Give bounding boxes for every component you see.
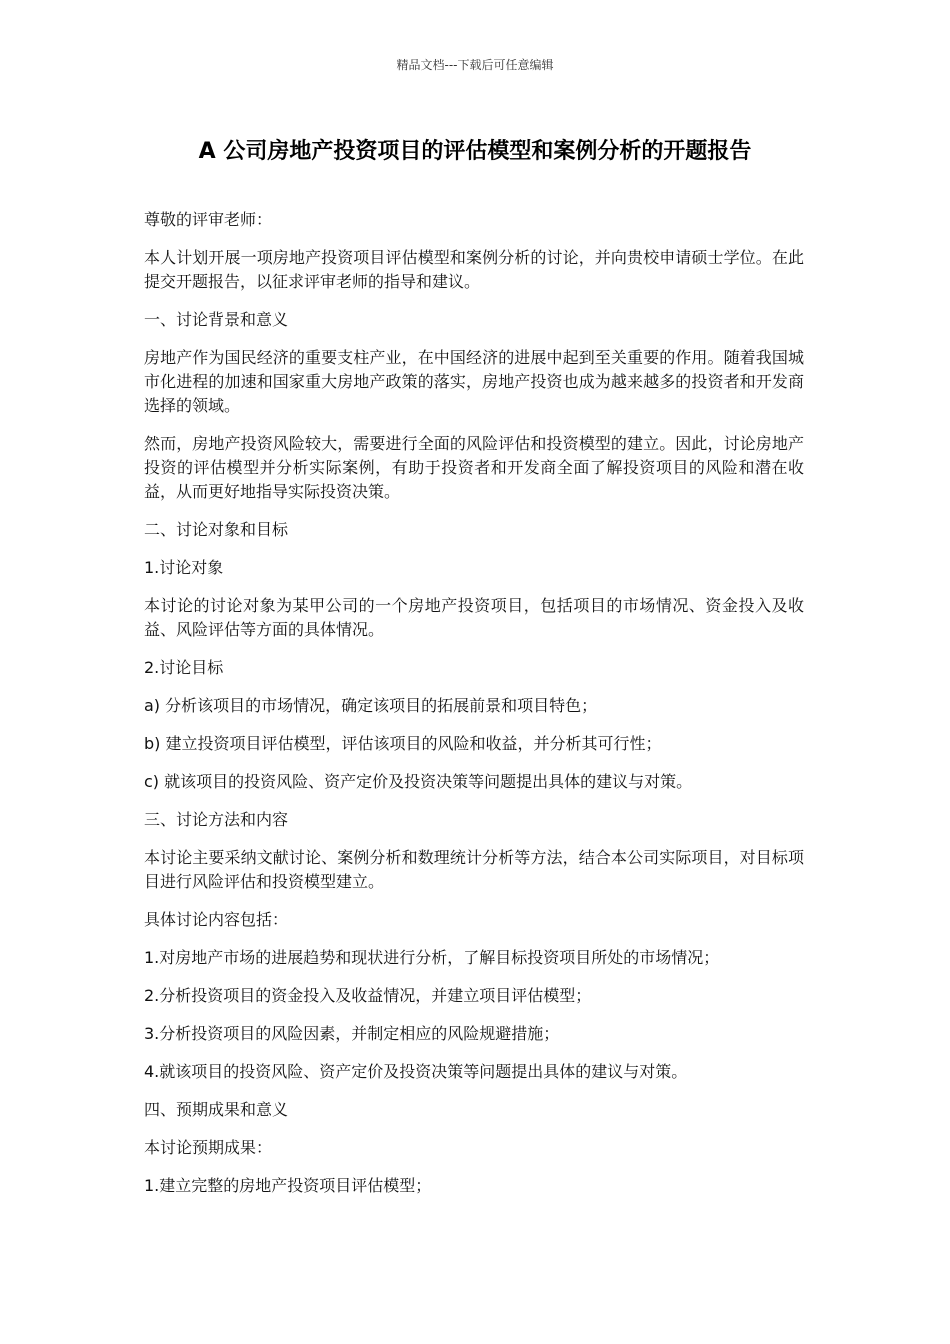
salutation: 尊敬的评审老师： — [144, 210, 273, 229]
object-paragraph: 本讨论的讨论对象为某甲公司的一个房地产投资项目，包括项目的市场情况、资金投入及收益、风险评估等方面的具体情况。 — [144, 596, 804, 639]
background-paragraph-2: 然而，房地产投资风险较大，需要进行全面的风险评估和投资模型的建立。因此，讨论房地产投资的评估模型并分析实际案例，有助于投资者和开发商全面了解投资项目的风险和潜在收益，从而更好地指导实际投资决策。 — [144, 434, 804, 501]
content-item-1: 1.对房地产市场的进展趋势和现状进行分析，了解目标投资项目所处的市场情况； — [144, 948, 720, 967]
subheading-object: 1.讨论对象 — [144, 558, 224, 577]
section-heading-background: 一、讨论背景和意义 — [144, 310, 289, 329]
content-item-3: 3.分析投资项目的风险因素，并制定相应的风险规避措施； — [144, 1024, 560, 1043]
outcomes-intro: 本讨论预期成果： — [144, 1138, 273, 1157]
content-item-4: 4.就该项目的投资风险、资产定价及投资决策等问题提出具体的建议与对策。 — [144, 1062, 688, 1081]
header-note: 精品文档---下载后可任意编辑 — [396, 58, 554, 72]
intro-paragraph: 本人计划开展一项房地产投资项目评估模型和案例分析的讨论，并向贵校申请硕士学位。在此提交开题报告，以征求评审老师的指导和建议。 — [144, 248, 804, 291]
content-intro: 具体讨论内容包括： — [144, 910, 289, 929]
goal-item-c: c) 就该项目的投资风险、资产定价及投资决策等问题提出具体的建议与对策。 — [144, 772, 693, 791]
background-paragraph-1: 房地产作为国民经济的重要支柱产业，在中国经济的进展中起到至关重要的作用。随着我国城市化进程的加速和国家重大房地产政策的落实，房地产投资也成为越来越多的投资者和开发商选择的领域。 — [144, 348, 804, 415]
goal-item-b: b) 建立投资项目评估模型，评估该项目的风险和收益，并分析其可行性； — [144, 734, 662, 753]
document-body — [144, 208, 804, 1212]
section-heading-outcomes: 四、预期成果和意义 — [144, 1100, 289, 1119]
section-heading-methods: 三、讨论方法和内容 — [144, 810, 289, 829]
methods-paragraph: 本讨论主要采纳文献讨论、案例分析和数理统计分析等方法，结合本公司实际项目，对目标项目进行风险评估和投资模型建立。 — [144, 848, 804, 891]
content-item-2: 2.分析投资项目的资金投入及收益情况，并建立项目评估模型； — [144, 986, 592, 1005]
section-heading-objects: 二、讨论对象和目标 — [144, 520, 289, 539]
subheading-goals: 2.讨论目标 — [144, 658, 224, 677]
outcome-item-1: 1.建立完整的房地产投资项目评估模型； — [144, 1176, 432, 1195]
goal-item-a: a) 分析该项目的市场情况，确定该项目的拓展前景和项目特色； — [144, 696, 598, 715]
document-title: A 公司房地产投资项目的评估模型和案例分析的开题报告 — [198, 139, 752, 164]
